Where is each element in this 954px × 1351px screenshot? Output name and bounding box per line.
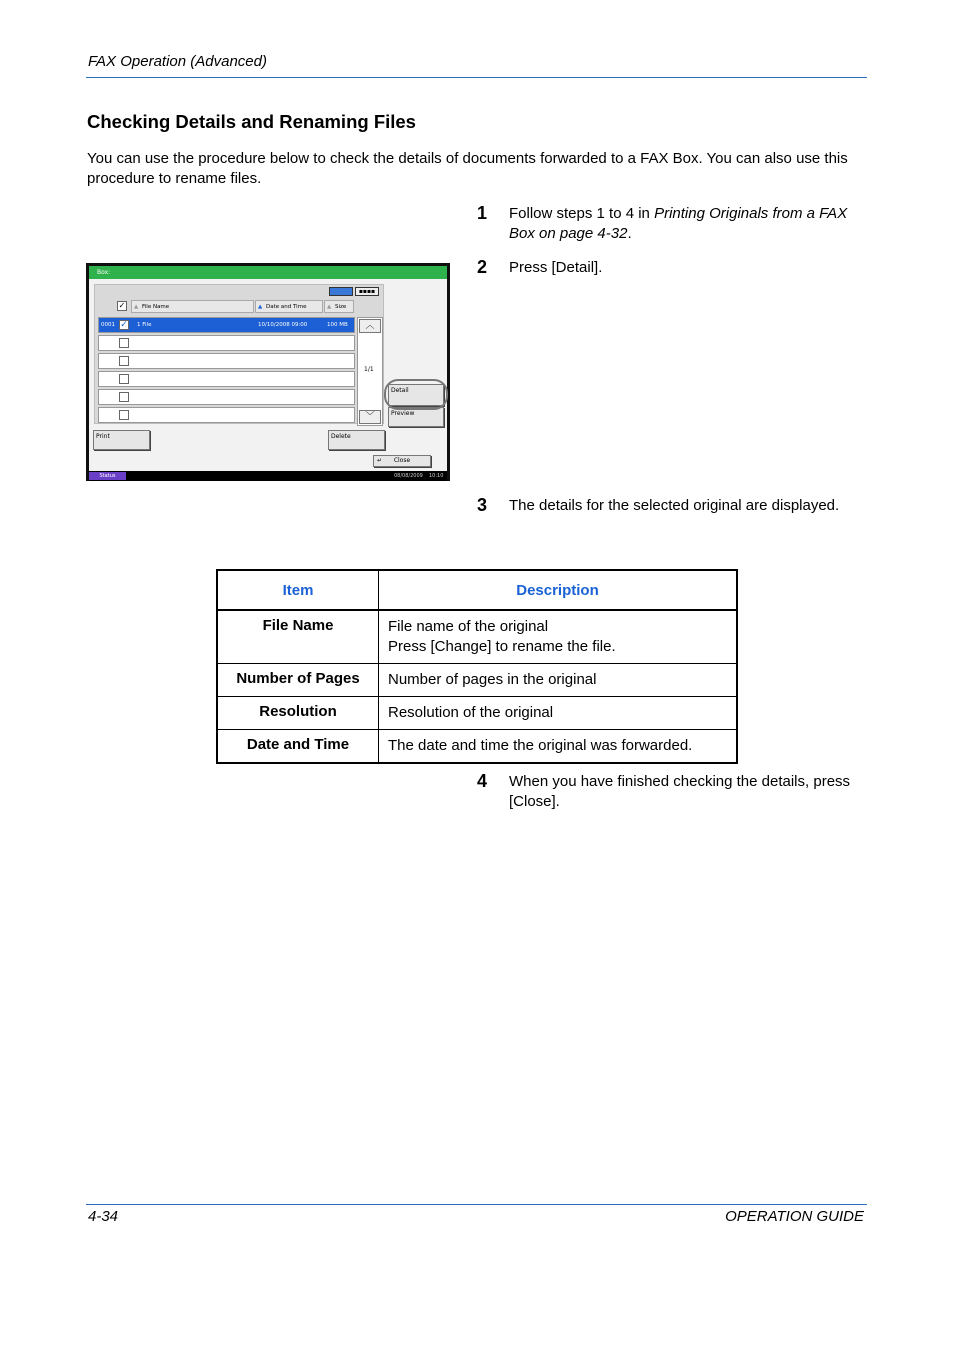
step-1-link: Printing Originals from a FAX Box on page 4-32 [509,205,848,242]
step-4-number: 4 [477,771,488,791]
status-time: 10:10 [429,473,444,479]
file-row[interactable] [98,407,355,423]
row-checkbox[interactable] [119,410,129,420]
row-checkbox[interactable] [119,356,129,366]
step-3-number: 3 [477,495,488,515]
status-button[interactable]: Status [89,472,126,480]
header-rule [86,77,867,78]
print-button[interactable]: Print [93,430,150,450]
step-1-text: Follow steps 1 to 4 in Printing Originals from a FAX Box on page 4-32. [509,205,848,242]
scroll-bar[interactable] [357,317,383,426]
intro-paragraph: You can use the procedure below to check the details of documents forwarded to a FAX Box. You can also use this procedure to rename files. [87,150,848,187]
file-row[interactable] [98,371,355,387]
column-file-name[interactable]: ▲ File Name [131,300,254,313]
screen-body [89,266,447,471]
sort-active-icon: ▲ [258,304,263,310]
running-header: FAX Operation (Advanced) [88,53,267,70]
status-date: 08/08/2009 [394,473,423,479]
select-all-checkbox[interactable]: ✓ [118,301,126,310]
table-header-description: Description [379,570,738,610]
step-3-text: The details for the selected original are displayed. [509,497,840,514]
status-bar [89,471,447,481]
page-number: 4-34 [88,1208,119,1225]
column-date-time[interactable]: ▲ Date and Time [255,300,323,313]
step-2-number: 2 [477,257,488,277]
sort-icon: ▲ [134,304,139,310]
column-size[interactable]: ▲ Size [324,300,354,313]
step-4-text: When you have finished checking the details, press [Close]. [509,773,851,810]
row-checkbox[interactable] [119,338,129,348]
table-row: Resolution Resolution of the original [217,697,737,730]
list-view-icon[interactable] [329,287,353,296]
scroll-down-button[interactable]: ﹀ [359,410,381,424]
scroll-up-button[interactable]: ︿ [359,319,381,333]
file-row[interactable] [98,353,355,369]
row-checkbox[interactable]: ✓ [120,320,128,330]
page-indicator: 1/1 [364,366,374,373]
details-table [216,569,738,764]
file-row[interactable] [98,335,355,351]
thumbnail-view-icon[interactable]: ▪▪▪▪ [355,287,379,296]
row-checkbox[interactable] [119,392,129,402]
table-row: Number of Pages Number of pages in the original [217,664,737,697]
step-2-text: Press [Detail]. [509,259,603,276]
guide-name: OPERATION GUIDE [725,1208,864,1225]
step-1-number: 1 [477,203,488,223]
file-row[interactable] [98,389,355,405]
sort-icon: ▲ [327,304,332,310]
detail-button[interactable]: Detail [388,384,444,406]
table-row: File Name File name of the original Press [Change] to rename the file. [217,610,737,664]
section-title: Checking Details and Renaming Files [87,111,416,132]
box-title-bar: Box: [89,266,447,279]
table-header-item: Item [217,570,379,610]
file-row-selected[interactable]: 0001 ✓ 1 File 10/10/2008 09:00 100 MB [98,317,355,333]
table-row: Date and Time The date and time the original was forwarded. [217,730,737,764]
footer-rule [86,1204,867,1205]
close-button[interactable]: ↵ Close [373,455,431,467]
return-icon: ↵ [377,457,383,464]
screen-illustration [86,263,450,481]
preview-button[interactable]: Preview [388,407,444,427]
row-checkbox[interactable] [119,374,129,384]
detail-highlight-circle [384,379,448,410]
delete-button[interactable]: Delete [328,430,385,450]
file-list [94,284,384,424]
